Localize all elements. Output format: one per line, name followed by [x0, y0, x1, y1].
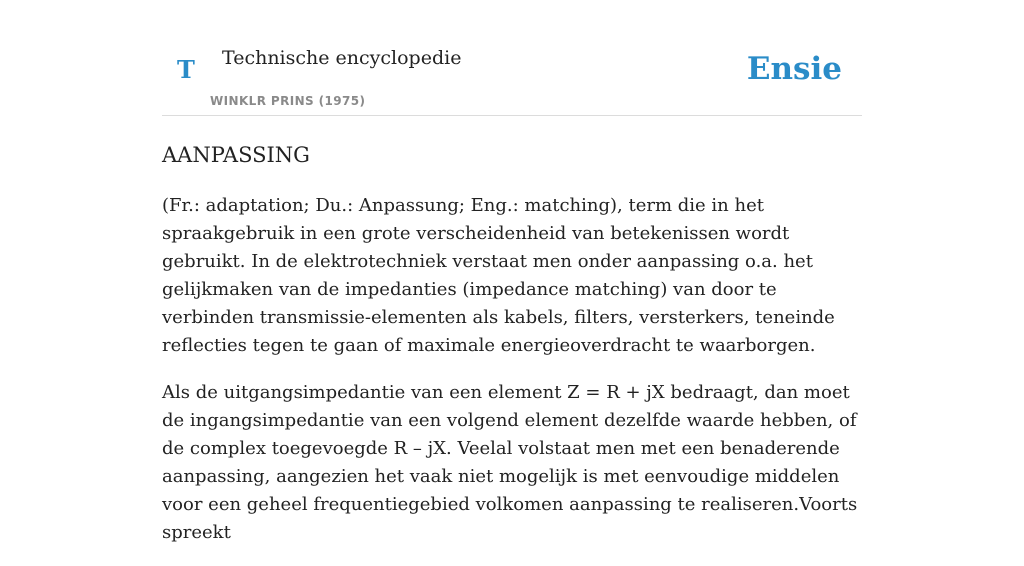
article-body	[162, 192, 862, 566]
article-paragraph: Als de uitgangsimpedantie van een element Z = R + jX bedraagt, dan moet de ingangsimpedantie van een volgend element dezelfde waarde hebben, of de complex toegevoegde R – jX. Veelal volstaat men met een benaderende aanpassing, aangezien het vaak niet mogelijk is met eenvoudige middelen voor een geheel frequentiegebied volkomen aanpassing te realiseren.Voorts spreekt	[162, 382, 858, 543]
article-title: AANPASSING	[162, 143, 310, 167]
book-logo-letter[interactable]: T	[177, 55, 195, 84]
book-title-link[interactable]: Technische encyclopedie	[222, 47, 462, 69]
book-source-label: WINKLR PRINS (1975)	[210, 94, 366, 108]
header	[162, 0, 862, 116]
ensie-logo[interactable]: Ensie	[746, 51, 842, 87]
article-paragraph: (Fr.: adaptation; Du.: Anpassung; Eng.: matching), term die in het spraakgebruik in een grote verscheidenheid van betekenissen wordt gebruikt. In de elektrotechniek verstaat men onder aanpassing o.a. het gelijkmaken van de impedanties (impedance matching) van door te verbinden transmissie-elementen als kabels, filters, versterkers, teneinde reflecties tegen te gaan of maximale energieoverdracht te waarborgen.	[162, 195, 835, 356]
